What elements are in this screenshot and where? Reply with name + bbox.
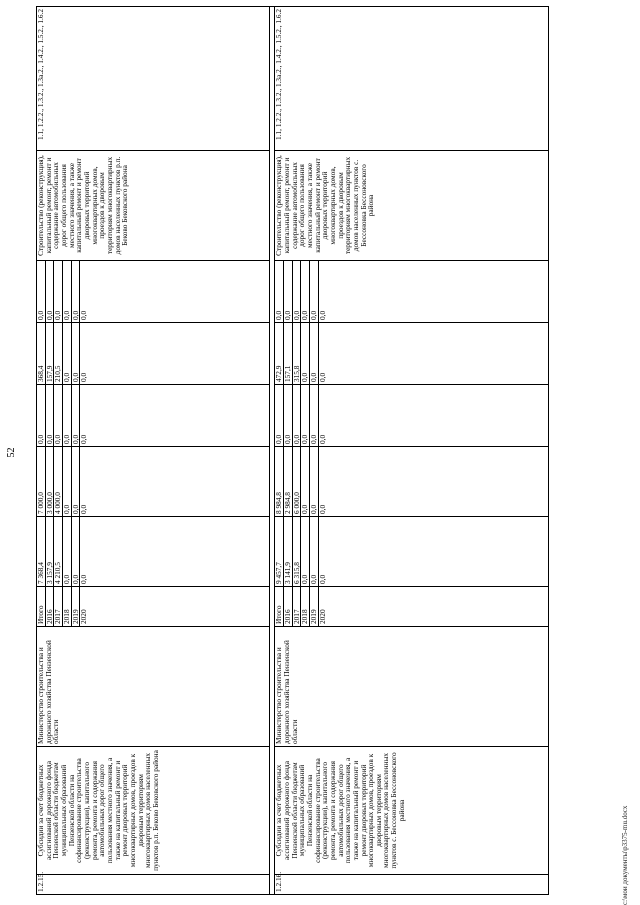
local-budget-cell: 368,4 <box>37 323 46 385</box>
total-cell: 6 315,8 <box>292 517 301 587</box>
regional-budget-cell: 0,0 <box>62 447 71 517</box>
federal-budget-cell: 0,0 <box>301 385 310 447</box>
federal-budget-cell: 0,0 <box>283 385 292 447</box>
local-budget-cell: 472,9 <box>275 323 284 385</box>
total-cell: 0,0 <box>318 517 548 587</box>
measure-description: Субсидии за счет бюджетных ассигнований дорожного фонда Пензенской области бюджетам муниципальных образований Пензенской области на софинансирование строительства (реконструкции), капитального ремонта, ремонта и содержания автомобильных дорог общего пользования местного значения, а также на капитальный ремонт и ремонт дворовых территорий многоквартирных домов, проездов к дворовым территориям многоквартирных домов населенных пунктов р.п. Беково Бековского района <box>37 747 270 875</box>
local-budget-cell: 157,1 <box>283 323 292 385</box>
table-row <box>275 7 284 895</box>
local-budget-cell: 0,0 <box>71 323 80 385</box>
regional-budget-cell: 0,0 <box>301 447 310 517</box>
other-sources-cell: 0,0 <box>318 261 548 323</box>
federal-budget-cell: 0,0 <box>292 385 301 447</box>
year-cell: 2017 <box>292 587 301 627</box>
regional-budget-cell: 8 984,8 <box>275 447 284 517</box>
total-cell: 0,0 <box>80 517 270 587</box>
federal-budget-cell: 0,0 <box>45 385 54 447</box>
local-budget-cell: 0,0 <box>318 323 548 385</box>
document-path: c:\мои документы\p3375-mu.docx <box>621 805 629 905</box>
other-sources-cell: 0,0 <box>292 261 301 323</box>
federal-budget-cell: 0,0 <box>318 385 548 447</box>
total-cell: 4 210,5 <box>54 517 63 587</box>
total-cell: 0,0 <box>71 517 80 587</box>
other-sources-cell: 0,0 <box>54 261 63 323</box>
other-sources-cell: 0,0 <box>283 261 292 323</box>
total-cell: 0,0 <box>301 517 310 587</box>
total-cell: 0,0 <box>62 517 71 587</box>
federal-budget-cell: 0,0 <box>275 385 284 447</box>
expected-result: Строительство (реконструкция), капитальный ремонт, ремонт и содержание автомобильных дорог общего пользования местного значения, а также капитальный ремонт и ремонт дворовых территорий многоквартирных домов, проездов к дворовым территориям многоквартирных домов населенных пунктов р.п. Беково Бековского района <box>37 151 270 261</box>
page-number: 52 <box>6 447 17 458</box>
local-budget-cell: 0,0 <box>62 323 71 385</box>
regional-budget-cell: 2 984,8 <box>283 447 292 517</box>
table-row <box>37 7 46 895</box>
regional-budget-cell: 4 000,0 <box>54 447 63 517</box>
year-cell: Итого <box>275 587 284 627</box>
regional-budget-cell: 3 000,0 <box>45 447 54 517</box>
expected-result: Строительство (реконструкция), капитальный ремонт, ремонт и содержание автомобильных дорог общего пользования местного значения, а также капитальный ремонт и ремонт дворовых территорий многоквартирных домов, проездов к дворовым территориям многоквартирных домов населенных пунктов с. Бессоновка Бессоновского района <box>275 151 548 261</box>
other-sources-cell: 0,0 <box>309 261 318 323</box>
year-cell: 2019 <box>71 587 80 627</box>
other-sources-cell: 0,0 <box>71 261 80 323</box>
other-sources-cell: 0,0 <box>275 261 284 323</box>
total-cell: 9 457,7 <box>275 517 284 587</box>
federal-budget-cell: 0,0 <box>37 385 46 447</box>
year-cell: 2018 <box>62 587 71 627</box>
regional-budget-cell: 7 000,0 <box>37 447 46 517</box>
other-sources-cell: 0,0 <box>80 261 270 323</box>
regional-budget-cell: 6 000,0 <box>292 447 301 517</box>
local-budget-cell: 0,0 <box>309 323 318 385</box>
other-sources-cell: 0,0 <box>37 261 46 323</box>
year-cell: 2020 <box>80 587 270 627</box>
regional-budget-cell: 0,0 <box>318 447 548 517</box>
other-sources-cell: 0,0 <box>62 261 71 323</box>
regional-budget-cell: 0,0 <box>309 447 318 517</box>
measure-description: Субсидии за счет бюджетных ассигнований дорожного фонда Пензенской области бюджетам муниципальных образований Пензенской области на софинансирование строительства (реконструкции), капитального ремонта, ремонта и содержания автомобильных дорог общего пользования местного значения, а также на капитальный ремонт и ремонт дворовых территорий многоквартирных домов, проездов к дворовым территориям многоквартирных домов населенных пунктов с. Бессоновка Бессоновского района <box>275 747 548 875</box>
total-cell: 3 141,9 <box>283 517 292 587</box>
federal-budget-cell: 0,0 <box>309 385 318 447</box>
year-cell: 2018 <box>301 587 310 627</box>
local-budget-cell: 0,0 <box>80 323 270 385</box>
year-cell: 2017 <box>54 587 63 627</box>
year-cell: 2020 <box>318 587 548 627</box>
row-number: 1.2.16. <box>275 875 548 895</box>
year-cell: Итого <box>37 587 46 627</box>
executor: Министерство строительства и дорожного хозяйства Пензенской области <box>275 627 548 747</box>
local-budget-cell: 210,5 <box>54 323 63 385</box>
regional-budget-cell: 0,0 <box>80 447 270 517</box>
row-number: 1.2.15. <box>37 875 270 895</box>
federal-budget-cell: 0,0 <box>80 385 270 447</box>
year-cell: 2016 <box>283 587 292 627</box>
local-budget-cell: 315,8 <box>292 323 301 385</box>
federal-budget-cell: 0,0 <box>54 385 63 447</box>
local-budget-cell: 157,9 <box>45 323 54 385</box>
federal-budget-cell: 0,0 <box>62 385 71 447</box>
executor: Министерство строительства и дорожного хозяйства Пензенской области <box>37 627 270 747</box>
regional-budget-cell: 0,0 <box>71 447 80 517</box>
local-budget-cell: 0,0 <box>301 323 310 385</box>
other-sources-cell: 0,0 <box>45 261 54 323</box>
other-sources-cell: 0,0 <box>301 261 310 323</box>
indicator-links: 1.1, 1.2.2., 1.3.2., 1.3а.2., 1.4.2., 1.5.2., 1.6.2 <box>37 7 270 151</box>
year-cell: 2019 <box>309 587 318 627</box>
federal-budget-cell: 0,0 <box>71 385 80 447</box>
total-cell: 7 368,4 <box>37 517 46 587</box>
year-cell: 2016 <box>45 587 54 627</box>
program-table <box>36 6 549 895</box>
total-cell: 0,0 <box>309 517 318 587</box>
total-cell: 3 157,9 <box>45 517 54 587</box>
indicator-links: 1.1, 1.2.2., 1.3.2., 1.3а.2., 1.4.2., 1.5.2., 1.6.2 <box>275 7 548 151</box>
